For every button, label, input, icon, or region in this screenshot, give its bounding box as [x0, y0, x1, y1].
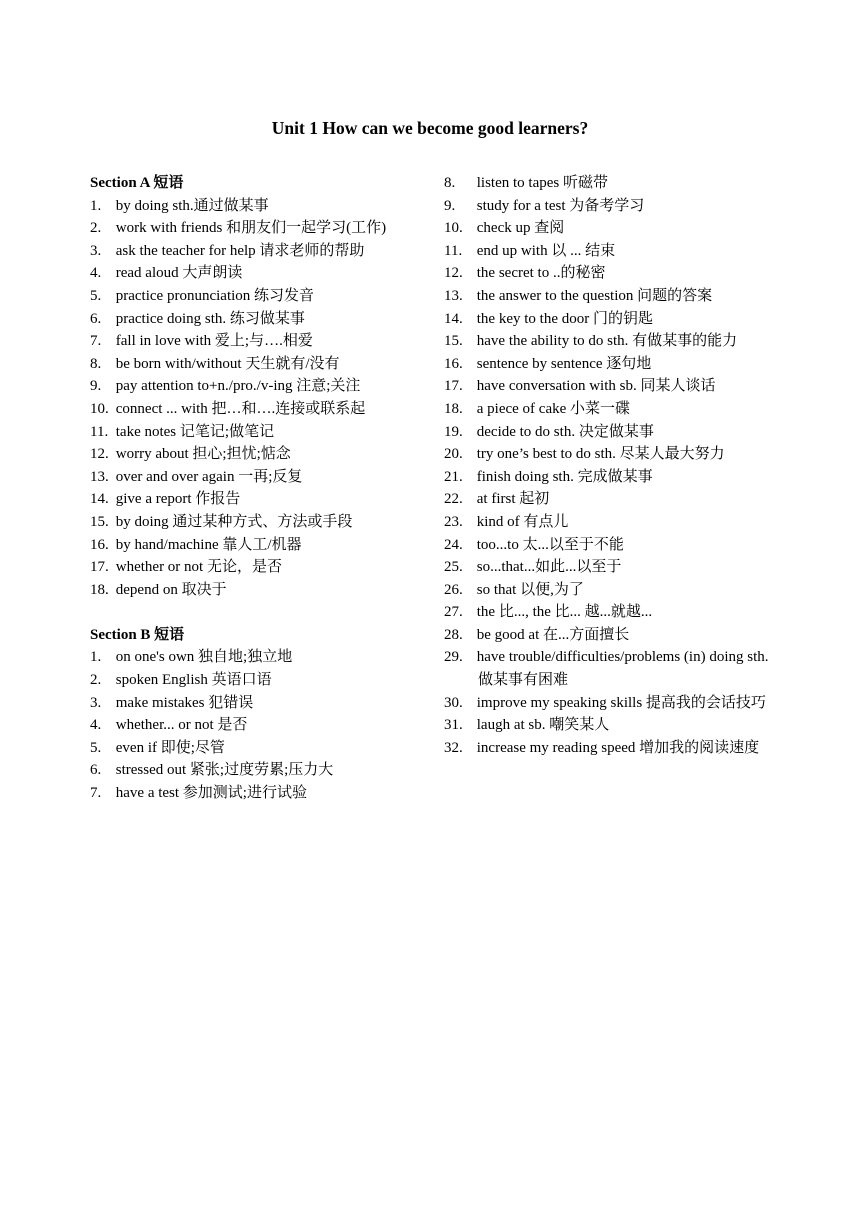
phrase-text: a piece of cake 小菜一碟: [476, 400, 631, 417]
phrase-number: 18.: [90, 581, 109, 598]
phrase-item: [444, 488, 844, 511]
phrase-number: 1.: [90, 197, 102, 214]
phrase-text: the key to the door 门的钥匙: [476, 310, 653, 327]
phrase-number: 8.: [444, 175, 456, 191]
phrase-number: 16.: [90, 536, 109, 553]
phrase-number: 7.: [90, 333, 102, 350]
phrase-number: 4.: [90, 717, 102, 734]
phrase-number: 2.: [90, 672, 102, 689]
phrase-text: listen to tapes 听磁带: [476, 175, 608, 191]
phrase-number: 6.: [90, 762, 102, 779]
phrase-item: [90, 692, 440, 715]
phrase-text: by doing 通过某种方式、方法或手段: [115, 513, 353, 530]
phrase-item: [444, 262, 844, 285]
phrase-item: [444, 601, 844, 624]
phrase-text: give a report 作报告: [115, 491, 241, 508]
phrase-item: [444, 443, 844, 466]
phrase-text: worry about 担心;担忧;惦念: [115, 446, 291, 463]
phrase-item: [90, 579, 440, 602]
phrase-text: increase my reading speed 增加我的阅读速度: [476, 739, 760, 756]
phrase-item: [444, 534, 844, 557]
phrase-text: be good at 在...方面擅长: [476, 626, 630, 643]
phrase-text: have a test 参加测试;进行试验: [115, 785, 307, 802]
phrase-text: decide to do sth. 决定做某事: [476, 423, 654, 440]
phrase-item: [444, 308, 844, 331]
phrase-number: 10.: [444, 220, 463, 237]
phrase-item: [444, 669, 844, 692]
phrase-item: [444, 579, 844, 602]
phrase-item: [90, 556, 440, 579]
phrase-number: 17.: [90, 559, 109, 576]
phrase-text: by hand/machine 靠人工/机器: [115, 536, 302, 553]
phrase-text: even if 即使;尽管: [115, 739, 225, 756]
phrase-number: 7.: [90, 785, 102, 802]
phrase-text: practice doing sth. 练习做某事: [115, 310, 305, 327]
phrase-text: study for a test 为备考学习: [476, 197, 645, 214]
phrase-text: whether... or not 是否: [115, 717, 248, 734]
phrase-item: [90, 217, 440, 240]
phrase-item: [444, 195, 844, 218]
phrase-text: too...to 太...以至于不能: [476, 536, 624, 553]
phrase-number: 13.: [444, 287, 463, 304]
phrase-text: stressed out 紧张;过度劳累;压力大: [115, 762, 334, 779]
phrase-text: sentence by sentence 逐句地: [476, 355, 652, 372]
phrase-item: [90, 330, 440, 353]
phrase-number: 18.: [444, 400, 463, 417]
phrase-item: [444, 285, 844, 308]
phrase-text: over and over again 一再;反复: [115, 468, 303, 485]
section-spacer: [90, 601, 440, 624]
phrase-number: 15.: [444, 333, 463, 350]
phrase-text: try one’s best to do sth. 尽某人最大努力: [476, 446, 725, 463]
phrase-item: [90, 714, 440, 737]
phrase-text: check up 查阅: [476, 220, 565, 237]
phrase-item: [90, 466, 440, 489]
right-column: [444, 172, 844, 759]
phrase-item: [90, 398, 440, 421]
phrase-text: depend on 取决于: [115, 581, 227, 598]
phrase-number: 11.: [444, 242, 463, 259]
phrase-text: by doing sth.通过做某事: [115, 197, 269, 214]
phrase-number: 25.: [444, 559, 463, 576]
phrase-item: [90, 488, 440, 511]
phrase-text: fall in love with 爱上;与….相爱: [115, 333, 313, 350]
section-b-list: [90, 646, 440, 804]
phrase-number: 14.: [444, 310, 463, 327]
phrase-text: read aloud 大声朗读: [115, 265, 243, 282]
phrase-text: at first 起初: [476, 491, 550, 508]
phrase-number: 17.: [444, 378, 463, 395]
phrase-text: whether or not 无论，是否: [115, 559, 282, 576]
phrase-text: the 比..., the 比... 越...就越...: [476, 604, 653, 621]
section-a-list: [90, 195, 440, 602]
phrase-text: the secret to ..的秘密: [476, 265, 606, 282]
phrase-text: improve my speaking skills 提高我的会话技巧: [476, 694, 766, 711]
phrase-text: laugh at sb. 嘲笑某人: [476, 717, 610, 734]
phrase-text: so that 以便,为了: [476, 581, 584, 598]
page-title: Unit 1 How can we become good learners?: [271, 118, 589, 138]
left-column: [90, 172, 440, 805]
phrase-item: [444, 172, 844, 195]
phrase-item: [90, 534, 440, 557]
phrase-item: [90, 421, 440, 444]
phrase-number: 29.: [444, 649, 463, 666]
phrase-item: [90, 759, 440, 782]
phrase-number: 27.: [444, 604, 463, 621]
phrase-number: 23.: [444, 513, 463, 530]
phrase-item: [90, 782, 440, 805]
phrase-item: [444, 624, 844, 647]
phrase-item: [444, 466, 844, 489]
phrase-item: [444, 240, 844, 263]
phrase-text: make mistakes 犯错误: [115, 694, 254, 711]
phrase-number: 2.: [90, 220, 102, 237]
phrase-number: 13.: [90, 468, 109, 485]
phrase-item: [444, 398, 844, 421]
phrase-number: 6.: [90, 310, 102, 327]
phrase-number: 31.: [444, 717, 463, 734]
phrase-number: 24.: [444, 536, 463, 553]
phrase-number: 20.: [444, 446, 463, 463]
phrase-number: 11.: [90, 423, 109, 440]
phrase-number: 22.: [444, 491, 463, 508]
phrase-number: 21.: [444, 468, 463, 485]
phrase-number: 1.: [90, 649, 102, 666]
phrase-text: take notes 记笔记;做笔记: [115, 423, 275, 440]
section-a-continued-list: [444, 172, 844, 759]
phrase-text: be born with/without 天生就有/没有: [115, 355, 340, 372]
phrase-number: 5.: [90, 287, 102, 304]
phrase-number: 15.: [90, 513, 109, 530]
phrase-text: finish doing sth. 完成做某事: [476, 468, 653, 485]
phrase-number: 3.: [90, 242, 102, 259]
phrase-item: [90, 308, 440, 331]
phrase-number: 8.: [90, 355, 102, 372]
phrase-text: have conversation with sb. 同某人谈话: [476, 378, 716, 395]
phrase-item: [444, 692, 844, 715]
phrase-text: 做某事有困难: [478, 672, 569, 689]
phrase-item: [444, 737, 844, 760]
phrase-text: end up with 以 ... 结束: [476, 242, 616, 259]
phrase-item: [90, 443, 440, 466]
phrase-item: [444, 556, 844, 579]
phrase-number: 10.: [90, 400, 109, 417]
phrase-number: 28.: [444, 626, 463, 643]
phrase-text: have the ability to do sth. 有做某事的能力: [476, 333, 738, 350]
phrase-number: 26.: [444, 581, 463, 598]
phrase-item: [90, 375, 440, 398]
phrase-number: 9.: [90, 378, 102, 395]
phrase-number: 4.: [90, 265, 102, 282]
phrase-text: so...that...如此...以至于: [476, 559, 622, 576]
phrase-item: [444, 714, 844, 737]
section-b-heading: Section B 短语: [90, 626, 185, 643]
phrase-item: [90, 240, 440, 263]
phrase-item: [444, 353, 844, 376]
phrase-item: [444, 217, 844, 240]
phrase-number: 32.: [444, 739, 463, 756]
phrase-text: connect ... with 把…和….连接或联系起: [115, 400, 366, 417]
phrase-number: 5.: [90, 739, 102, 756]
section-a-heading: Section A 短语: [90, 175, 184, 191]
phrase-item: [90, 669, 440, 692]
phrase-item: [90, 511, 440, 534]
phrase-number: 19.: [444, 423, 463, 440]
phrase-text: have trouble/difficulties/problems (in) doing sth.: [476, 649, 769, 666]
phrase-number: 12.: [90, 446, 109, 463]
phrase-number: 14.: [90, 491, 109, 508]
phrase-text: kind of 有点儿: [476, 513, 569, 530]
phrase-item: [444, 330, 844, 353]
phrase-item: [90, 262, 440, 285]
phrase-text: pay attention to+n./pro./v-ing 注意;关注: [115, 378, 361, 395]
phrase-item: [444, 646, 844, 669]
phrase-item: [90, 646, 440, 669]
phrase-text: the answer to the question 问题的答案: [476, 287, 713, 304]
phrase-item: [90, 195, 440, 218]
phrase-text: work with friends 和朋友们一起学习(工作): [115, 220, 387, 237]
phrase-number: 12.: [444, 265, 463, 282]
phrase-number: 16.: [444, 355, 463, 372]
phrase-item: [444, 511, 844, 534]
phrase-number: 30.: [444, 694, 463, 711]
phrase-number: 3.: [90, 694, 102, 711]
phrase-item: [444, 421, 844, 444]
phrase-text: ask the teacher for help 请求老师的帮助: [115, 242, 365, 259]
phrase-item: [90, 353, 440, 376]
phrase-item: [90, 737, 440, 760]
phrase-text: spoken English 英语口语: [115, 672, 272, 689]
phrase-text: on one's own 独自地;独立地: [115, 649, 293, 666]
phrase-text: practice pronunciation 练习发音: [115, 287, 315, 304]
phrase-number: 9.: [444, 197, 456, 214]
phrase-item: [444, 375, 844, 398]
phrase-item: [90, 285, 440, 308]
